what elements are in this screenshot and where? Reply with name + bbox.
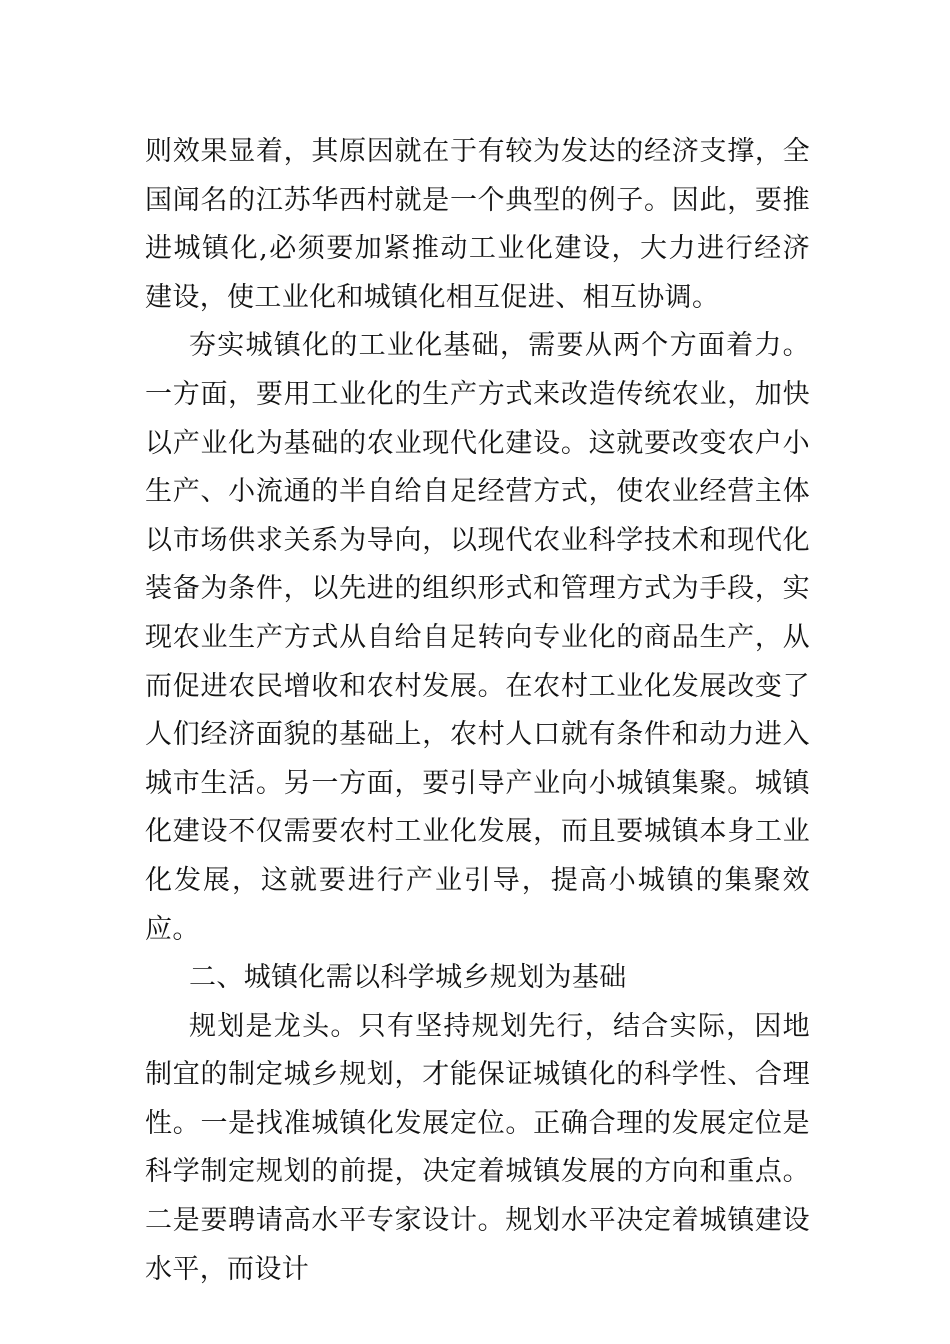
paragraph-planning: 规划是龙头。只有坚持规划先行，结合实际，因地制宜的制定城乡规划，才能保证城镇化的科学性、合理性。一是找准城镇化发展定位。正确合理的发展定位是科学制定规划的前提，决定着城镇发展的方向和重点。二是要聘请高水平专家设计。规划水平决定着城镇建设水平，而设计 [145, 1010, 810, 1285]
paragraph-industrialization-foundation: 夯实城镇化的工业化基础，需要从两个方面着力。一方面，要用工业化的生产方式来改造传统农业，加快以产业化为基础的农业现代化建设。这就要改变农户小生产、小流通的半自给自足经营方式，使农业经营主体以市场供求关系为导向，以现代农业科学技术和现代化装备为条件，以先进的组织形式和管理方式为手段，实现农业生产方式从自给自足转向专业化的商品生产，从而促进农民增收和农村发展。在农村工业化发展改变了人们经济面貌的基础上，农村人口就有条件和动力进入城市生活。另一方面，要引导产业向小城镇集聚。城镇化建设不仅需要农村工业化发展，而且要城镇本身工业化发展，这就要进行产业引导，提高小城镇的集聚效应。 [145, 330, 810, 945]
section-heading: 二、城镇化需以科学城乡规划为基础 [189, 962, 627, 994]
paragraph-continuation: 则效果显着，其原因就在于有较为发达的经济支撑，全国闻名的江苏华西村就是一个典型的例子。因此，要推进城镇化,必须要加紧推动工业化建设，大力进行经济建设，使工业化和城镇化相互促进、相互协调。 [145, 136, 810, 313]
body-text [145, 128, 810, 1294]
